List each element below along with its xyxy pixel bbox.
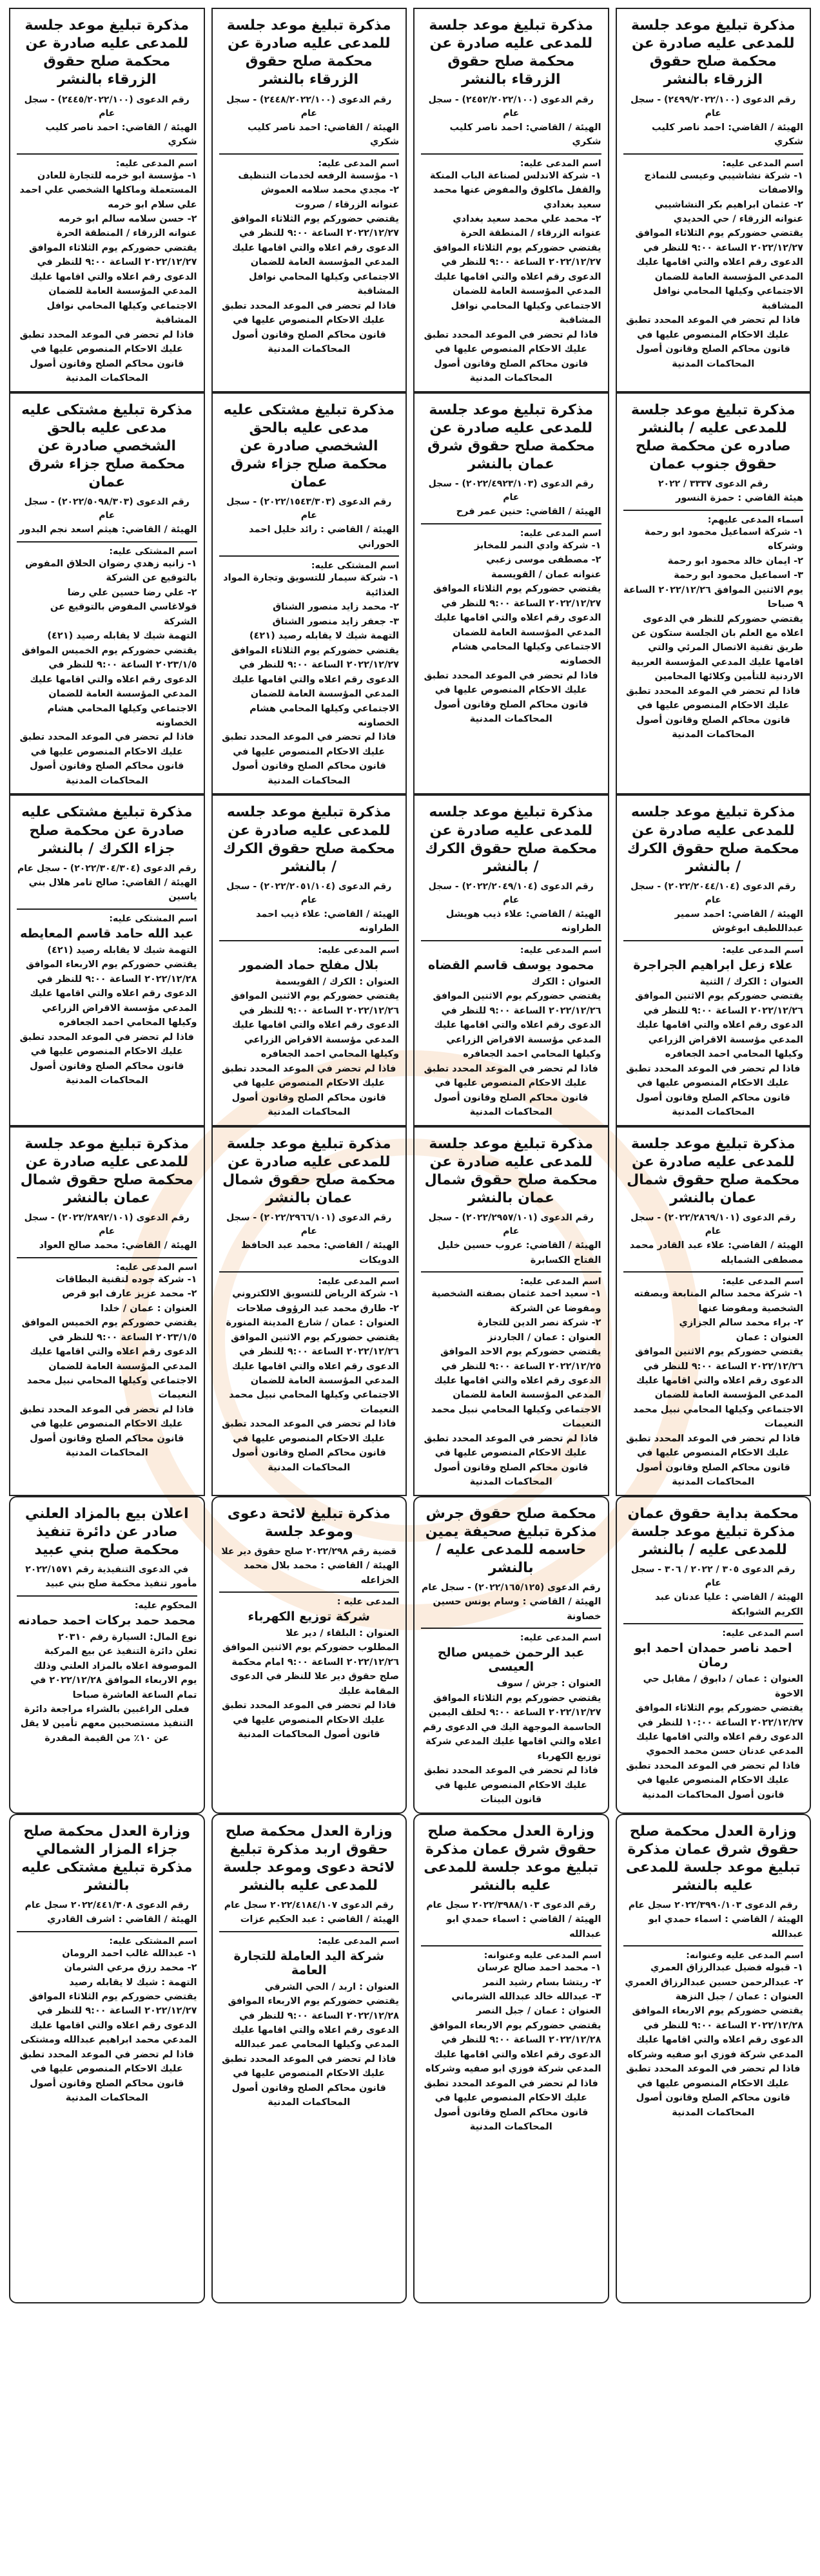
notice-footer: فاذا لم تحضر في الموعد المحدد تطبق عليك الاحكام المنصوص عليها في قانون محاكم الصلح وقانون أصول المحاكمات المدنية (626, 1063, 801, 1118)
judge-line: الهيئة / القاضي : اسماء حمدي ابو عبدالله (446, 1914, 601, 1939)
notice-footer: فاذا لم تحضر في الموعد المحدد تطبق عليك الاحكام المنصوص عليها في قانون محاكم الصلح وقانون أصول المحاكمات المدنية (222, 300, 396, 355)
defendant-name: شركة اليد العاملة للتجارة العامة (233, 1948, 384, 1977)
defendant-label: اسم المدعى عليه: (520, 945, 601, 956)
judge-line: الهيئة / القاضي: احمد ناصر كليب شكري (449, 122, 601, 148)
case-number: رقم الدعوى (٢٠٢٢/١٥٤٣/٣٠٣) - سجل عام (226, 497, 392, 521)
notice-footer: فاذا لم تحضر في الموعد المحدد تطبق عليك الاحكام المنصوص عليها في قانون محاكم الصلح وقانون أصول المحاكمات المدنية (222, 1419, 396, 1473)
notice-footer: فاذا لم تحضر في الموعد المحدد تطبق عليك الاحكام المنصوص عليها في قانون محاكم الصلح وقانون أصول المحاكمات المدنية (424, 2078, 598, 2133)
notice-body: يقتضي حضوركم يوم الثلاثاء الموافق ٢٠٢٢/١٢/٢٧ الساعة ٩:٠٠ للنظر في الدعوى رقم اعلاه والتي اقامها عليك المدعي المؤسسة العامة للضمان الاجتماعي وكيلها المحامي نوافل المشاقبة (231, 213, 399, 297)
notice-title: مذكرة تبليغ مشتكى عليه صادرة عن محكمة صلح جزاء الكرك / بالنشر (21, 804, 193, 857)
notice-footer: فاذا لم تحضر في الموعد المحدد تطبق عليك الاحكام المنصوص عليها في قانون محاكم الصلح وقانون أصول المحاكمات المدنية (19, 2049, 194, 2104)
defendant-label: اسم المدعى عليه: (318, 1276, 399, 1287)
case-number: رقم الدعوى ٢٠٢٢/٤١٨٤/١٠٧ سجل عام (224, 1900, 394, 1911)
defendant-label: اسماء المدعى عليهم: (707, 514, 803, 525)
defendant-label: اسم المدعى عليه: (722, 1628, 803, 1639)
notice-body: يقتضي حضوركم يوم الثلاثاء الموافق ٢٠٢٢/١٢/٢٧ الساعة ٩:٠٠ لحلف اليمين الحاسمة الموجهة اليك في الدعوى رقم اعلاه والتي اقامها عليك المدعي شركة توزيع الكهرباء (422, 1693, 601, 1762)
defendant-name: ١- زانيه زهدي رضوان الحلاق المفوض بالتوقيع عن الشركة (25, 558, 197, 584)
judge-line: الهيئة / القاضي: علاء عبد القادر محمد مصطفى الشمايله (629, 1240, 803, 1265)
judge-line: الهيئة / القاضي: هيثم اسعد نجم البدور (19, 524, 197, 535)
notices-grid (9, 8, 811, 2303)
notice-title: وزارة العدل محكمة صلح حقوق اربد مذكرة تبليغ لائحة دعوى وموعد جلسة للمدعى عليه بالنشر (223, 1823, 395, 1894)
defendant-name: ٢- طارق محمد عبد الرؤوف صلاحات (236, 1303, 399, 1314)
defendant-name: ١- عبدالله غالب احمد الرومان (62, 1948, 197, 1959)
notice-title: مذكرة تبليغ موعد جلسة للمدعى عليه / بالنشر صادره عن محكمة صلح حقوق جنوب عمان (630, 401, 796, 473)
notice-footer: فاذا لم تحضر في الموعد المحدد تطبق عليك الاحكام المنصوص عليها في قانون محاكم الصلح وقانون أصول المحاكمات المدنية (626, 2064, 801, 2118)
defendant-name: ٢- شركة نصر الدين للتجارة (477, 1318, 601, 1329)
defendant-name: بلال مفلح حماد الضمور (239, 957, 379, 972)
case-number: رقم الدعوى (٢٠٢٢/٢٠٥١/١٠٤) - سجل عام (226, 881, 392, 905)
judge-line: الهيئة / القاضي: حنين عمر فرح (456, 506, 601, 517)
notice-card (211, 1496, 407, 1814)
address-line: عنوانه الزرقاء / صروت (295, 199, 399, 210)
judge-line: الهيئة / القاضي: احمد ناصر كليب شكري (248, 122, 399, 148)
notice-body: يقتضي حضوركم يوم الاثنين الموافق ٢٠٢٢/١٢/٢٦ الساعة ٩:٠٠ للنظر في الدعوى رقم اعلاه والتي اقامها عليك المدعي مؤسسة الاقراض الزراعي وكيلها المحامي احمد الجعافره (635, 991, 803, 1060)
divider (421, 1945, 601, 1946)
case-number: رقم الدعوى (٢٠٢٢/٢٩٥٧/١٠١) - سجل عام (428, 1213, 594, 1237)
notice-title: وزارة العدل محكمة صلح جزاء المزار الشمالي مذكرة تبليغ مشتكى عليه بالنشر (21, 1823, 193, 1894)
defendant-label: المحكوم عليه: (134, 1600, 197, 1611)
divider (421, 1628, 601, 1629)
defendant-name: ١- شركة وادي النمر للمخابز (474, 540, 601, 551)
divider (421, 523, 601, 524)
notice-footer: فاذا لم تحضر في الموعد المحدد تطبق عليك الاحكام المنصوص عليها في قانون محاكم الصلح وقانون أصول المحاكمات المدنية (19, 732, 194, 786)
notice-body: يقتضي حضوركم يوم الاربعاء الموافق ٢٠٢٢/١٢/٢٨ الساعة ٩:٠٠ للنظر في الدعوى رقم اعلاه والتي اقامها عليك المدعي وكيلها المحامي عمر عبدالله (228, 1996, 399, 2050)
defendant-name: ٢- علي رضا حسين علي رضا قولاغاسي المفوض بالتوقيع عن الشركة (50, 587, 197, 627)
case-number: رقم الدعوى (٢٤٤٨/٢٠٢٢/١٠٠) - سجل عام (226, 94, 392, 119)
judge-line: الهيئة / القاضي: عروب حسين خليل الفتاح الكسابرة (437, 1240, 601, 1265)
case-number: رقم الدعوى (٢٤٤٥/٢٠٢٢/١٠٠) - سجل عام (24, 94, 190, 119)
address-line: العنوان : عمان / جبل النزهة (675, 1992, 803, 2002)
defendant-name: ١- قبوله فضيل عبدالرزاق العمري (650, 1963, 803, 1974)
defendant-name: ١- شركة سيمار للتسويق وتجارة المواد الغذائية (223, 573, 399, 598)
defendant-label: اسم المدعى عليه: (115, 1262, 197, 1273)
notice-card (9, 392, 205, 795)
notice-footer: فاذا لم تحضر في الموعد المحدد تطبق عليك الاحكام المنصوص عليها في قانون محاكم الصلح وقانون أصول المحاكمات المدنية (19, 1032, 194, 1086)
case-number: رقم الدعوى ٣٠٥ / ٢٠٢٢ / ٣٠٦ - سجل عام (631, 1564, 796, 1589)
case-number: رقم الدعوى (٢٠٢٢/٢٩٦٦/١٠١) - سجل عام (226, 1213, 392, 1237)
notice-footer: فاذا لم تحضر في الموعد المحدد تطبق عليك الاحكام المنصوص عليها في قانون البينات (424, 1765, 598, 1805)
notice-title: مذكرة تبليغ موعد جلسه للمدعى عليه صادرة عن محكمة صلح حقوق الكرك / بالنشر (425, 804, 598, 875)
case-number: في الدعوى التنفيذية رقم ٢٠٢٢/١٥٧١ (25, 1564, 189, 1575)
judge-line: الهيئة / القاضي: علاء ذيب احمد الطراونه (255, 908, 399, 934)
judge-line: الهيئة / القاضي: محمد عبد الحافظ الدويكات (241, 1240, 399, 1265)
notice-title: مذكرة تبليغ موعد جلسه للمدعى عليه صادرة عن محكمة صلح حقوق الكرك / بالنشر (627, 804, 799, 875)
notice-body: يقتضي حضوركم يوم الاثنين الموافق ٢٠٢٢/١٢/٢٦ الساعة ٩:٠٠ للنظر في الدعوى رقم اعلاه والتي اقامها عليك المدعي المؤسسة العامة للضمان الاجتماعي وكيلها المحامي نبيل محمد النعيمات (633, 1347, 803, 1430)
address-line: عنوانه الزرقاء / المنطقة الحرة (460, 228, 601, 239)
notice-body: يقتضي حضوركم يوم الثلاثاء الموافق ٢٠٢٢/١٢/٢٧ الساعة ١٠:٠٠ للنظر في الدعوى رقم اعلاه والتي اقامها عليك المدعي عدنان حسن محمد الحموي (635, 1703, 803, 1757)
defendant-label: اسم المشتكى عليه: (109, 913, 197, 924)
notice-body: يقتضي حضوركم يوم الاثنين الموافق ٢٠٢٢/١٢/٢٦ الساعة ٩:٠٠ للنظر في الدعوى رقم اعلاه والتي اقامها عليك المدعي مؤسسة الاقراض الزراعي وكيلها المحامي احمد الجعافره (231, 991, 399, 1060)
notice-card (413, 392, 609, 795)
defendant-name: ٢- محمد عزيز عارف ابو قرص (62, 1289, 197, 1300)
defendant-name: ٢- محمد علي محمد سعيد بغدادي (453, 213, 601, 224)
notice-body: يقتضي حضوركم يوم الاثنين الموافق ٢٠٢٢/١٢/٢٦ الساعة ٩:٠٠ للنظر في الدعوى رقم اعلاه والتي اقامها عليك المدعي المؤسسة العامة للضمان الاجتماعي وكيلها المحامي نبيل محمد النعيمات (229, 1332, 399, 1415)
address-line: العنوان : عمان / دابوق / مقابل حي الاخوة (643, 1674, 803, 1699)
notice-card (413, 1814, 609, 2303)
notice-card (211, 8, 407, 392)
notice-card (211, 1126, 407, 1496)
divider (219, 1931, 400, 1932)
address-line: العنوان : اربد / الحي الشرقي (264, 1981, 399, 1992)
notice-body: يقتضي حضوركم يوم الثلاثاء الموافق ٢٠٢٢/١٢/٢٧ الساعة ٩:٠٠ للنظر في الدعوى رقم اعلاه والتي اقامها عليك المدعي المؤسسة العامة للضمان الاجتماعي وكيلها المحامي هشام الخصاونه (231, 645, 399, 728)
defendant-label: اسم المدعى عليه وعنوانه: (483, 1950, 601, 1961)
defendant-name: ٣- عبدالله خالد عبدالله الشرماني (451, 1992, 601, 2002)
address-line: عنوانه الزرقاء / المنطقة الحرة (56, 228, 197, 239)
case-number: رقم الدعوى (٢٤٥٢/٢٠٢٢/١٠٠) - سجل عام (428, 94, 594, 119)
notice-footer: فاذا لم تحضر في الموعد المحدد تطبق عليك الاحكام المنصوص عليها في قانون محاكم الصلح وقانون أصول المحاكمات المدنية (424, 1063, 598, 1118)
judge-line: الهيئة / القاضي: صالح تامر هلال بني ياسين (28, 877, 197, 903)
address-line: العنوان : الكرك (531, 976, 601, 987)
defendant-label: اسم المدعى عليه: (318, 1936, 399, 1946)
judge-line: الهيئة / القاضي : عليا عدنان عبد الكريم الشوابكة (655, 1592, 803, 1617)
notice-card (616, 392, 812, 795)
notice-body: يقتضي حضوركم يوم الاربعاء الموافق ٢٠٢٢/١٢/٢٨ الساعة ٩:٠٠ للنظر في الدعوى رقم اعلاه والتي اقامها عليك المدعي شركة فوزي ابو صفيه وشركاه (425, 2020, 601, 2075)
defendant-label: اسم المدعى عليه: (722, 945, 803, 956)
defendant-name: ٢- محمد زايد منصور الشناق (273, 602, 399, 613)
divider (421, 1271, 601, 1273)
notice-title: مذكرة تبليغ موعد جلسة للمدعى عليه صادرة عن محكمة صلح حقوق شمال عمان بالنشر (222, 1135, 396, 1207)
notice-card (616, 794, 812, 1126)
notice-title: مذكرة تبليغ موعد جلسة للمدعى عليه صادرة عن محكمة صلح حقوق شمال عمان بالنشر (424, 1135, 598, 1207)
defendant-name: ٢- حسن سلامه سالم ابو خرمه (58, 213, 197, 224)
defendant-name: ٢- مجدي محمد سلامه العموش (260, 185, 399, 196)
notice-body: يقتضي حضوركم يوم الثلاثاء الموافق ٢٠٢٢/١٢/٢٧ الساعة ٩:٠٠ للنظر في الدعوى رقم اعلاه والتي اقامها عليك المدعي المؤسسة العامة للضمان الاجتماعي وكيلها المحامي هشام الخصاونه (433, 584, 601, 667)
address-line: التهمة شيك لا يقابله رصيد (٤٢١) (47, 945, 197, 956)
notice-body: يقتضي حضوركم يوم الثلاثاء الموافق ٢٠٢٢/١٢/٢٧ الساعة ٩:٠٠ للنظر في الدعوى رقم اعلاه والتي اقامها عليك المدعي المؤسسة العامة للضمان الاجتماعي وكيلها المحامي نوافل المشاقبة (635, 228, 803, 311)
defendant-label: اسم المدعى عليه: (722, 1276, 803, 1287)
notice-footer: فاذا لم تحضر في الموعد المحدد تطبق عليك الاحكام المنصوص عليها في قانون محاكم الصلح وقانون أصول المحاكمات المدنية (626, 315, 801, 369)
defendant-label: اسم المشتكى عليه: (109, 1936, 197, 1946)
divider (623, 510, 804, 511)
defendant-name: عبد الله حامد قاسم المعايطه (20, 926, 194, 941)
defendant-name: ٢- مصطفى موسى زعبي (486, 555, 601, 566)
divider (219, 1271, 400, 1273)
notice-title: مذكرة تبليغ موعد جلسة للمدعى عليه صادرة عن محكمة صلح حقوق الزرقاء بالنشر (226, 17, 391, 88)
notice-body: يقتضي حضوركم يوم الاربعاء الموافق ٢٠٢٢/١٢/٢٨ الساعة ٩:٠٠ للنظر في الدعوى رقم اعلاه والتي اقامها عليك المدعي شركة فوزي ابو صفيه وشركاه (627, 2006, 803, 2060)
divider (17, 153, 197, 155)
notice-footer: فاذا لم تحضر في الموعد المحدد تطبق عليك الاحكام المنصوص عليها في قانون محاكم الصلح وقانون أصول المحاكمات المدنية (424, 329, 598, 384)
defendant-name: ٢- محمد رزق مرعي الشرمان (64, 1963, 197, 1974)
notice-footer: فاذا لم تحضر في الموعد المحدد تطبق عليك الاحكام المنصوص عليها في قانون محاكم الصلح وقانون أصول المحاكمات المدنية (19, 329, 194, 384)
notice-footer: فاذا لم تحضر في الموعد المحدد تطبق عليك الاحكام المنصوص عليها في قانون أصول المحاكمات المدنية (222, 1700, 396, 1740)
judge-line: مأمور تنفيذ محكمة صلح بني عبيد (45, 1579, 197, 1590)
defendant-name: شركة توزيع الكهرباء (248, 1609, 370, 1624)
notice-card (413, 1496, 609, 1814)
address-line: العنوان : عمان / خلدا (101, 1303, 197, 1314)
defendant-name: ١- شركة جوده لتقنية البطاقات (55, 1274, 197, 1285)
defendant-label: اسم المشتكى عليه: (311, 561, 399, 572)
notice-body: يقتضي حضوركم يوم الثلاثاء الموافق ٢٠٢٢/١٢/٢٧ الساعة ٩:٠٠ للنظر في الدعوى رقم اعلاه والتي اقامها عليك المدعي المؤسسة العامة للضمان الاجتماعي وكيلها المحامي نوافل المشاقبة (433, 242, 601, 326)
notice-card (211, 1814, 407, 2303)
notice-body: يقتضي حضوركم يوم الخميس الموافق ٢٠٢٣/١/٥ الساعة ٩:٠٠ للنظر في الدعوى رقم اعلاه والتي اقامها عليك المدعي المؤسسة العامة للضمان الاجتماعي وكيلها المحامي نبيل محمد النعيمات (21, 1318, 197, 1401)
defendant-label: اسم المدعى عليه وعنوانه: (686, 1950, 803, 1961)
judge-line: الهيئة / القاضي : رائد خليل احمد الحوراني (249, 524, 399, 550)
notice-title: مذكرة تبليغ موعد جلسة للمدعى عليه صادرة عن محكمة صلح حقوق الزرقاء بالنشر (429, 17, 594, 88)
address-line: التهمة شيك لا يقابله رصيد (٤٢١) (47, 631, 197, 642)
defendant-name: احمد ناصر حمدان احمد ابو رمان (634, 1641, 792, 1670)
address-line: العنوان : عمان / شارع المدينة المنورة (226, 1318, 399, 1329)
divider (421, 153, 601, 155)
notice-title: محكمة صلح حقوق جرش مذكرة تبليغ صحيفة يمين حاسمه للمدعى عليه / بالنشر (425, 1505, 597, 1577)
notice-title: وزارة العدل محكمة صلح حقوق شرق عمان مذكرة تبليغ موعد جلسة للمدعى عليه بالنشر (424, 1823, 599, 1894)
case-number: رقم الدعوى ٢٠٢٢/٣٩٩٠/١٠٣ سجل عام (628, 1900, 798, 1911)
defendant-name: ١- سعيد احمد عثمان بصفته الشخصية ومفوضا عن الشركة (431, 1289, 601, 1314)
address-line: عنوانه عمان / القويسمة (491, 569, 601, 580)
notice-title: وزارة العدل محكمة صلح حقوق شرق عمان مذكرة تبليغ موعد جلسة للمدعى عليه بالنشر (625, 1823, 801, 1894)
divider (421, 940, 601, 941)
divider (219, 153, 400, 155)
defendant-label: اسم المدعى عليه: (318, 945, 399, 956)
notice-card (616, 8, 812, 392)
defendant-name: ١- مؤسسة ابو خرمه للتجارة للعادن المستعملة وماكلها الشخصي علي احمد علي سلام ابو خرمه (19, 170, 197, 210)
notice-title: مذكرة تبليغ مشتكى عليه مدعى عليه بالحق الشخصي صادرة عن محكمة صلح جزاء شرق عمان (21, 401, 193, 491)
notice-card (211, 392, 407, 795)
notice-footer: فاذا لم تحضر في الموعد المحدد تطبق عليك الاحكام المنصوص عليها في قانون محاكم الصلح وقانون أصول المحاكمات المدنية (626, 1433, 801, 1488)
divider (17, 541, 197, 543)
judge-line: الهيئة / القاضي : اسماء حمدي ابو عبدالله (648, 1914, 803, 1939)
notice-footer: فاذا لم تحضر في الموعد المحدد تطبق عليك الاحكام المنصوص عليها في قانون محاكم الصلح وقانون أصول المحاكمات المدنية (222, 1063, 396, 1118)
defendant-label: اسم المدعى عليه: (520, 528, 601, 539)
notice-card (9, 8, 205, 392)
notice-card (413, 8, 609, 392)
notice-body: المطلوب حضوركم يوم الاثنين الموافق ٢٠٢٢/١٢/٢٦ الساعة ٩:٠٠ امام محكمة صلح حقوق دير علا للنظر في الدعوى المقامة عليك (222, 1642, 399, 1697)
defendant-name: ١- محمد احمد صالح عرسان (477, 1963, 601, 1974)
notice-card (413, 1126, 609, 1496)
defendant-name: ٢- ريتشا بسام رشيد النمر (483, 1977, 601, 1988)
notice-title: مذكرة تبليغ موعد جلسه للمدعى عليه صادرة عن محكمة صلح حقوق الكرك / بالنشر (222, 804, 395, 875)
divider (219, 555, 400, 557)
notice-title: مذكرة تبليغ موعد جلسة للمدعى عليه صادرة عن محكمة صلح حقوق الزرقاء بالنشر (630, 17, 796, 88)
defendant-name: ٣- جعفر زايد منصور الشناق (272, 616, 399, 627)
defendant-name: محمد حمد بركات احمد حمادنه (18, 1613, 196, 1628)
defendant-label: اسم المدعى عليه: (520, 1633, 601, 1644)
divider (17, 1931, 197, 1932)
judge-line: الهيئة / القاضي : محمد بلال محمد الخزاعله (243, 1561, 399, 1586)
defendant-name: علاء زعل ابراهيم الجراجرة (633, 957, 794, 972)
defendant-name: ١- شركة الاندلس لصناعة الباب المنكة والقفل ماكلوق والمفوض عنها محمد سعيد بغدادي (429, 170, 601, 210)
address-line: التهمة : شيك لا يقابله رصيد (69, 1977, 197, 1988)
defendant-name: عبد الرحمن خميس صالح العيسى (437, 1646, 585, 1675)
defendant-name: ٢- عبدالرحمن حسين عبدالرزاق العمري (625, 1977, 803, 1988)
notice-title: مذكرة تبليغ موعد جلسة للمدعى عليه صادرة عن محكمة صلح حقوق شرق عمان بالنشر (427, 401, 595, 473)
case-number: رقم الدعوى (٢٠٢٢/٢٠٤٩/١٠٤) - سجل عام (428, 881, 594, 905)
notice-title: مذكرة تبليغ موعد جلسة للمدعى عليه صادرة عن محكمة صلح حقوق شمال عمان بالنشر (20, 1135, 193, 1207)
notice-card (616, 1496, 812, 1814)
case-number: رقم الدعوى (٢٠٢٢/٢٨٩٢/١٠١) - سجل عام (24, 1213, 190, 1237)
address-line: يوم الاثنين الموافق ٢٠٢٢/١٢/٢٦ الساعة ٩ صباحا (623, 584, 803, 610)
case-number: رقم الدعوى (٢٠٢٢/٥٠٩٨/٣٠٣) - سجل عام (24, 497, 190, 521)
defendant-name: ٢- عثمان ابراهيم بكر النشاشيبي (654, 199, 803, 210)
notice-title: مذكرة تبليغ موعد جلسة للمدعى عليه صادرة عن محكمة صلح حقوق شمال عمان بالنشر (627, 1135, 800, 1207)
defendant-label: اسم المدعى عليه: (520, 158, 601, 169)
notice-footer: فاذا لم تحضر في الموعد المحدد تطبق عليك الاحكام المنصوص عليها في قانون محاكم الصلح وقانون أصول المحاكمات المدنية (222, 732, 396, 786)
judge-line: الهيئة / القاضي: احمد سمير عبداللطيف ابوغوش (674, 908, 803, 934)
divider (17, 1257, 197, 1258)
notice-card (616, 1126, 812, 1496)
divider (17, 1595, 197, 1597)
defendant-name: ٣- اسماعيل محمود ابو رحمة (674, 570, 803, 581)
notice-footer: فاذا لم تحضر في الموعد المحدد تطبق عليك الاحكام المنصوص عليها في قانون محاكم الصلح وقانون أصول المحاكمات المدنية (626, 686, 801, 740)
defendant-name: ٢- براء محمد سالم الجزازي (679, 1318, 803, 1329)
address-line: العنوان : جرش / سوف (496, 1678, 601, 1689)
case-number: رقم الدعوى (٢٠٢٢/١٦٥/١٢٥) - سجل عام (421, 1582, 601, 1593)
notice-card (9, 1496, 205, 1814)
notice-body: يقتضي حضوركم يوم الاثنين الموافق ٢٠٢٢/١٢/٢٦ الساعة ٩:٠٠ للنظر في الدعوى رقم اعلاه والتي اقامها عليك المدعي مؤسسة الاقراض الزراعي وكيلها المحامي احمد الجعافره (433, 991, 601, 1060)
defendant-name: محمود يوسف قاسم القضاه (427, 957, 594, 972)
defendant-name: ١- شركة اسماعيل محمود ابو رحمة وشركاه (644, 526, 803, 552)
case-number: رقم الدعوى ٢٠٢٢/٣٩٨٨/١٠٣ سجل عام (426, 1900, 596, 1911)
divider (623, 940, 804, 941)
divider (219, 1591, 400, 1593)
notice-card (9, 1814, 205, 2303)
notice-footer: فعلى الراغبين بالشراء مراجعة دائرة التنفيذ مستصحبين معهم تأمين لا يقل عن ١٠٪ من القيمة المقدرة (20, 1704, 193, 1744)
notice-body: يقتضي حضوركم يوم الاحد الموافق ٢٠٢٢/١٢/٢٥ الساعة ٩:٠٠ للنظر في الدعوى رقم اعلاه والتي اقامها عليك المدعي المؤسسة العامة للضمان الاجتماعي وكيلها المحامي نبيل محمد النعيمات (431, 1347, 601, 1430)
notice-title: مذكرة تبليغ موعد جلسة للمدعى عليه صادرة عن محكمة صلح حقوق الزرقاء بالنشر (24, 17, 190, 88)
notice-body: يقتضي حضوركم يوم الثلاثاء الموافق ٢٠٢٢/١٢/٢٧ الساعة ٩:٠٠ للنظر في الدعوى رقم اعلاه والتي اقامها عليك المدعي المؤسسة العامة للضمان الاجتماعي وكيلها المحامي نوافل المشاقبة (29, 242, 197, 326)
judge-line: الهيئة / القاضي: علاء ذيب هويشل الطراونه (445, 908, 601, 934)
judge-line: الهيئة / القاضي: احمد ناصر كليب شكري (45, 122, 197, 148)
address-line: العنوان : الكرك / القويسمة (275, 976, 399, 987)
judge-line: الهيئة / القاضي : اشرف القادري (47, 1914, 197, 1925)
case-number: رقم الدعوى ٢٠٢٢/٤٤١/٣٠٨ سجل عام (24, 1900, 189, 1911)
judge-line: الهيئة / القاضي: احمد ناصر كليب شكري (652, 122, 803, 148)
address-line: العنوان : الكرك / الثنية (699, 976, 803, 987)
case-number: رقم الدعوى (٢٠٢٢/٢٨٦٩/١٠١) - سجل عام (630, 1213, 796, 1237)
notice-body: يقتضي حضوركم يوم الاربعاء الموافق ٢٠٢٢/١٢/٢٨ الساعة ٩:٠٠ للنظر في الدعوى رقم اعلاه والتي اقامها عليك المدعي مؤسسة الاقراض الزراعي وكيلها المحامي احمد الجعافره (26, 959, 197, 1028)
defendant-label: اسم المدعى عليه: (318, 158, 399, 169)
notice-footer: فاذا لم تحضر في الموعد المحدد تطبق عليك الاحكام المنصوص عليها في قانون محاكم الصلح وقانون أصول المحاكمات المدنية (424, 1433, 598, 1488)
notice-card (616, 1814, 812, 2303)
notice-card (211, 794, 407, 1126)
address-line: العنوان : البلقاء / دير علا (286, 1628, 399, 1639)
notice-footer: فاذا لم تحضر في الموعد المحدد تطبق عليك الاحكام المنصوص عليها في قانون محاكم الصلح وقانون أصول المحاكمات المدنية (424, 670, 598, 725)
notice-card (413, 794, 609, 1126)
divider (219, 940, 400, 941)
notice-title: مذكرة تبليغ لائحة دعوى وموعد جلسة (227, 1505, 391, 1540)
notice-title: محكمة بداية حقوق عمان مذكرة تبليغ موعد جلسة للمدعى عليه / بالنشر (627, 1505, 799, 1559)
defendant-label: اسم المدعى عليه: (520, 1276, 601, 1287)
case-number: رقم الدعوى (٢٠٢٢/٤٩٢٣/١٠٣) - سجل عام (428, 479, 594, 503)
judge-line: الهيئة / القاضي : وسام يونس حسين خصاونة (433, 1597, 601, 1622)
defendant-label: المدعى عليه : (337, 1596, 399, 1607)
defendant-name: ٢- ايمان خالد محمود ابو رحمة (667, 555, 803, 566)
case-number: قضية رقم ٢٠٢٢/٢٩٨ صلح حقوق دير علا (221, 1546, 397, 1557)
judge-line: الهيئة / القاضي: محمد صالح العواد (39, 1240, 197, 1251)
notice-footer: فاذا لم تحضر في الموعد المحدد تطبق عليك الاحكام المنصوص عليها في قانون محاكم الصلح وقانون أصول المحاكمات المدنية (222, 2053, 396, 2108)
notice-body: يقتضي حضوركم يوم الثلاثاء الموافق ٢٠٢٢/١٢/٢٧ الساعة ٩:٠٠ للنظر في الدعوى رقم اعلاه والتي اقامها عليك المدعي محمد ابراهيم عبدالله ومشتكى (20, 1992, 197, 2046)
judge-line: الهيئة / القاضي : عبد الحكيم عزات (240, 1914, 399, 1925)
defendant-name: ١- مؤسسة الرفعه لخدمات التنظيف (238, 170, 399, 181)
notice-title: اعلان بيع بالمزاد العلني صادر عن دائرة تنفيذ محكمة صلح بني عبيد (24, 1505, 189, 1559)
case-number: رقم الدعوى ٣٣٣٧ / ٢٠٢٢ (658, 479, 768, 490)
notice-title: مذكرة تبليغ مشتكى عليه مدعى عليه بالحق الشخصي صادرة عن محكمة صلح جزاء شرق عمان (223, 401, 395, 491)
divider (623, 1945, 804, 1946)
defendant-label: اسم المدعى عليه: (722, 158, 803, 169)
address-line: العنوان : عمان / جبل النصر (476, 2006, 601, 2017)
address-line: التهمة شيك لا يقابله رصيد (٤٢١) (249, 631, 399, 642)
divider (623, 1271, 804, 1273)
defendant-name: ١- شركة محمد سالم المنابعة وبصفته الشخصية ومفوضا عنها (634, 1289, 803, 1314)
notice-card (9, 794, 205, 1126)
address-line: العنوان : عمان / الجاردنز (487, 1332, 601, 1343)
divider (623, 153, 804, 155)
defendant-name: ١- شركة الرياض للتسويق الالكتروني (232, 1289, 399, 1300)
defendant-label: اسم المشتكى عليه: (109, 546, 197, 557)
address-line: عنوانه الزرقاء / حي الحديدي (673, 213, 803, 224)
notice-body: تعلن دائرة التنفيذ عن بيع المركبة الموصوفة اعلاه بالمزاد العلني وذلك يوم الاربعاء الموافق ٢٠٢٢/١٢/٢٨ في تمام الساعة العاشرة صباحا (30, 1646, 197, 1700)
case-number: رقم الدعوى (٢٠٢٢/٢٠٤٤/١٠٤) - سجل عام (630, 881, 796, 905)
case-number: رقم الدعوى (٢٠٢٢/٣٠٤/٣٠٤) - سجل عام (17, 863, 197, 874)
divider (17, 908, 197, 910)
notice-footer: فاذا لم تحضر في الموعد المحدد تطبق عليك الاحكام المنصوص عليها في قانون محاكم الصلح وقانون أصول المحاكمات المدنية (19, 1404, 194, 1459)
divider (623, 1623, 804, 1624)
case-number: رقم الدعوى (٢٤٩٩/٢٠٢٢/١٠٠) - سجل عام (630, 94, 796, 119)
judge-line: هيئة القاضي : حمزة النسور (676, 493, 803, 504)
defendant-name: ١- شركة نشاشيبي وعيسى للنماذج والاصفات (644, 170, 803, 196)
notice-body: يقتضي حضوركم يوم الخميس الموافق ٢٠٢٣/١/٥ الساعة ٩:٠٠ للنظر في الدعوى رقم اعلاه والتي اقامها عليك المدعي المؤسسة العامة للضمان الاجتماعي وكيلها المحامي هشام الخصاونه (21, 645, 197, 728)
notice-footer: فاذا لم تحضر في الموعد المحدد تطبق عليك الاحكام المنصوص عليها في قانون أصول المحاكمات المدنية (626, 1760, 801, 1800)
address-line: نوع المال: السيارة رقم ٢٠٣١٠ (57, 1631, 197, 1642)
defendant-label: اسم المدعى عليه: (115, 158, 197, 169)
notice-card (9, 1126, 205, 1496)
notice-body: يقتضي حضوركم للنظر في الدعوى اعلاه مع العلم بان الجلسة ستكون عن طريق تقنية الاتصال المرئي والتي اقامها عليك المدعي المؤسسة العربية الاردنية للتأمين وكلائها المحامين (630, 613, 803, 682)
address-line: العنوان : عمان (736, 1332, 803, 1343)
